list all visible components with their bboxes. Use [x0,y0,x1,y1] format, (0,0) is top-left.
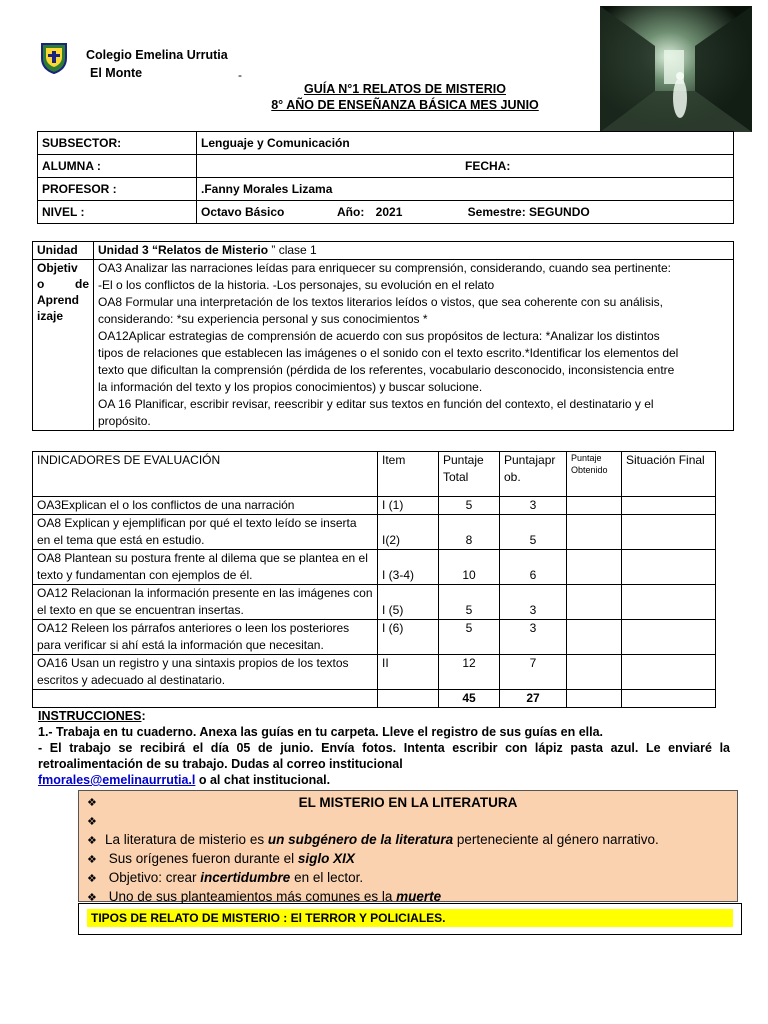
point-emphasis: muerte [396,889,442,904]
title-line-1: GUÍA N°1 RELATOS DE MISTERIO [303,82,506,96]
unit-objectives-table [32,241,734,431]
teacher-email-link[interactable]: fmorales@emelinaurrutia.l [38,773,196,787]
obj-label-3: Aprend [37,293,79,307]
indicator-obtained [567,550,622,585]
instructions-line-1: 1.- Trabaja en tu cuaderno. Anexa las guías en tu carpeta. Lleve el registro de sus guías en ella. [38,725,604,739]
indicator-total: 5 [439,497,500,515]
indicator-aprob: 7 [500,655,567,690]
indicator-aprob: 3 [500,585,567,620]
indicator-final [622,655,716,690]
diamond-bullet-icon: ❖ [87,873,97,885]
point-emphasis: un subgénero de la literatura [267,832,454,847]
diamond-bullet-icon: ❖ [87,854,97,866]
objective-line: -El o los conflictos de la historia. -Los personajes, su evolución en el relato [98,278,495,292]
objective-line: la información del texto y los propios conocimientos) y buscar solucione. [98,380,483,394]
header-puntaje-aprob: Puntajapr ob. [500,452,567,497]
instructions-line-2: - El trabajo se recibirá el día 05 de junio. Envía fotos. Intenta escribir con lápiz pasta azul. Le enviaré la retroalimentación de su trabajo. Dudas al correo institucional [38,741,730,771]
indicator-text: OA8 Plantean su postura frente al dilema que se plantea en el texto y fundamentan con ejemplos de él. [33,550,378,585]
guide-title [230,81,580,113]
totals-empty-final [622,690,716,708]
mystery-literature-box [78,790,738,902]
point-text: Objetivo: crear [105,870,201,885]
instructions-colon: : [141,709,146,723]
school-header [86,46,228,82]
indicator-aprob: 3 [500,497,567,515]
point-text: perteneciente al género narrativo. [453,832,659,847]
indicator-aprob: 6 [500,550,567,585]
point-text: en el lector. [290,870,364,885]
school-place: El Monte [90,66,143,80]
point-text: Uno de sus planteamientos más comunes es la [105,889,397,904]
header-indicadores: INDICADORES DE EVALUACIÓN [33,452,378,497]
header-dash: - [238,68,242,82]
sum-aprob: 27 [500,690,567,708]
header-puntaje-obtenido: Puntaje Obtenido [567,452,622,497]
totals-empty-obtained [567,690,622,708]
instructions-line-3: o al chat institucional. [195,773,331,787]
objectives-row [33,260,734,431]
diamond-bullet-icon: ❖ [87,892,97,904]
indicator-item: I (6) [378,620,439,655]
subsector-value: Lenguaje y Comunicación [197,132,734,155]
objectives-text [94,260,734,431]
indicator-aprob: 5 [500,515,567,550]
objective-line: OA8 Formular una interpretación de los textos literarios leídos o vistos, que sea coherente con su análisis, [98,295,663,309]
unit-label: Unidad [33,242,94,260]
totals-empty [33,690,378,708]
point-emphasis: siglo XIX [297,851,355,866]
mystery-point-1 [87,831,737,850]
alumna-label: ALUMNA : [38,155,197,178]
diamond-bullet-icon: ❖ [87,816,97,828]
mystery-box-title: EL MISTERIO EN LA LITERATURA [298,795,518,810]
table-row [33,655,716,690]
profesor-row [38,178,734,201]
table-row [33,620,716,655]
indicator-final [622,515,716,550]
point-text: La literatura de misterio es [105,832,268,847]
indicator-total: 8 [439,515,500,550]
objective-line: OA3 Analizar las narraciones leídas para enriquecer su comprensión, considerando, cuando sea pertinente: [98,261,672,275]
indicator-text: OA16 Usan un registro y una sintaxis propios de los textos escritos y adecuado al destinatario. [33,655,378,690]
unit-class: ” clase 1 [268,243,317,257]
indicator-final [622,550,716,585]
indicator-item: I (3-4) [378,550,439,585]
school-logo [40,42,68,74]
nivel-cell [197,201,734,224]
indicator-final [622,620,716,655]
unit-title: Unidad 3 “Relatos de Misterio [98,243,269,257]
objective-line: propósito. [98,414,151,428]
point-text: Sus orígenes fueron durante el [105,851,298,866]
objective-line: tipos de relaciones que establecen las imágenes o el sonido con el texto escrito.*Identificar los elementos del [98,346,679,360]
indicator-total: 10 [439,550,500,585]
indicator-text: OA8 Explican y ejemplifican por qué el texto leído se inserta en el tema que está en estudio. [33,515,378,550]
obj-label-1: Objetiv [37,261,78,275]
subsector-label: SUBSECTOR: [38,132,197,155]
indicator-item: I (5) [378,585,439,620]
nivel-row [38,201,734,224]
alumna-row [38,155,734,178]
indicator-obtained [567,585,622,620]
obj-label-2: o [37,277,45,291]
objective-line: OA12Aplicar estrategias de comprensión de acuerdo con sus propósitos de lectura: *Analizar los distintos [98,329,660,343]
anio-value: 2021 [375,205,403,219]
header-situacion-final: Situación Final [622,452,716,497]
nivel-value: Octavo Básico [201,205,285,219]
indicator-total: 5 [439,585,500,620]
mystery-point-3 [87,869,737,888]
diamond-bullet-icon: ❖ [87,797,97,809]
fecha-label: FECHA: [465,159,511,173]
indicator-final [622,497,716,515]
anio-label: Año: [337,205,365,219]
unit-title-cell [94,242,734,260]
table-row [33,497,716,515]
indicator-final [622,585,716,620]
mystery-point-2 [87,850,737,869]
instructions-heading: INSTRUCCIONES [38,709,142,723]
mystery-hallway-image [600,6,752,132]
header-item: Item [378,452,439,497]
indicators-header-row [33,452,716,497]
indicator-text: OA12 Relacionan la información presente en las imágenes con el texto en que se encuentran insertas. [33,585,378,620]
profesor-value: .Fanny Morales Lizama [197,178,734,201]
obj-label-4: izaje [37,309,64,323]
objective-line: OA 16 Planificar, escribir revisar, reescribir y editar sus textos en función del contexto, el destinatario y el [98,397,654,411]
point-emphasis: incertidumbre [200,870,291,885]
header-puntaje-total: Puntaje Total [439,452,500,497]
mystery-types-text: TIPOS DE RELATO DE MISTERIO : El TERROR Y POLICIALES. [87,909,733,927]
indicator-item: II [378,655,439,690]
indicator-obtained [567,655,622,690]
indicator-obtained [567,497,622,515]
title-line-2: 8° AÑO DE ENSEÑANZA BÁSICA MES JUNIO [271,98,539,112]
objectives-label [33,260,94,431]
indicator-item: I (1) [378,497,439,515]
fecha-cell [197,155,734,178]
indicator-obtained [567,515,622,550]
table-row [33,550,716,585]
subsector-row [38,132,734,155]
obj-label-2b: de [74,277,89,291]
indicator-text: OA12 Releen los párrafos anteriores o leen los posteriores para verificar si ahí está la información que necesitan. [33,620,378,655]
indicator-text: OA3Explican el o los conflictos de una narración [33,497,378,515]
objective-line: texto que dificultan la comprensión (pérdida de los referentes, vocabulario desconocido, inconsistencia entre [98,363,675,377]
diamond-bullet-icon: ❖ [87,835,97,847]
objective-line: considerando: *su experiencia personal y sus conocimientos * [98,312,428,326]
profesor-label: PROFESOR : [38,178,197,201]
nivel-label: NIVEL : [38,201,197,224]
totals-row [33,690,716,708]
unit-row [33,242,734,260]
sum-total: 45 [439,690,500,708]
semestre: Semestre: SEGUNDO [467,205,590,219]
evaluation-indicators-table [32,451,716,708]
indicator-aprob: 3 [500,620,567,655]
instructions [38,708,730,788]
indicator-total: 12 [439,655,500,690]
table-row [33,585,716,620]
mystery-types-box [78,903,742,935]
indicator-item: I(2) [378,515,439,550]
indicator-total: 5 [439,620,500,655]
student-info-table [37,131,734,224]
table-row [33,515,716,550]
totals-empty-item [378,690,439,708]
indicator-obtained [567,620,622,655]
school-name: Colegio Emelina Urrutia [86,48,228,62]
